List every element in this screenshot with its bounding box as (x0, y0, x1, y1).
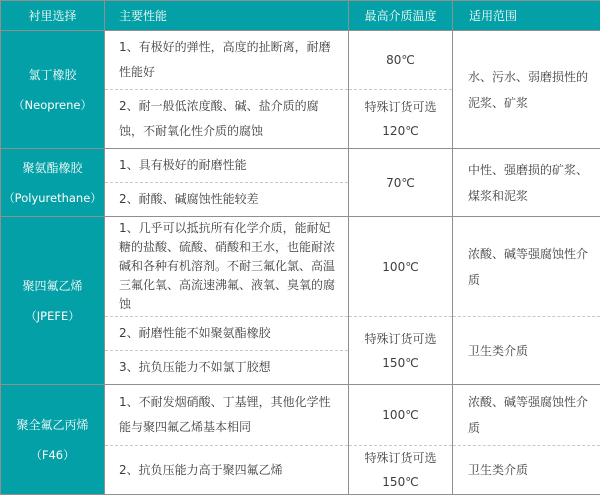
applicable-range-value: 水、污水、弱磨损性的泥浆、矿浆 (453, 31, 600, 149)
table-row (1, 31, 600, 90)
temperature-degrees: 150℃ (349, 351, 452, 375)
temperature-value: 100℃ (349, 385, 453, 446)
temperature-degrees: 120℃ (349, 119, 452, 143)
performance-item: 1、具有极好的耐磨性能 (105, 149, 349, 183)
temperature-value (349, 90, 453, 149)
applicable-range-value: 卫生类介质 (453, 446, 600, 495)
lining-cell-polyurethane (1, 149, 105, 217)
performance-item: 1、有极好的弹性，高度的扯断离，耐磨性能好 (105, 31, 349, 90)
temperature-note: 特殊订货可选 (349, 95, 452, 119)
performance-item: 2、耐磨性能不如聚氨酯橡胶 (105, 317, 349, 351)
performance-item: 1、不耐发烟硝酸、丁基锂，其他化学性能与聚四氟乙烯基本相同 (105, 385, 349, 446)
lining-name-en: （Polyurethane） (1, 183, 104, 213)
lining-cell-f46 (1, 385, 105, 495)
performance-item: 3、抗负压能力不如氯丁胶想 (105, 351, 349, 385)
header-max-medium-temperature: 最高介质温度 (349, 1, 453, 31)
lining-name: 聚四氟乙烯 (1, 271, 104, 301)
lining-name-en: （JPEFE） (1, 301, 104, 331)
lining-name: 氯丁橡胶 (1, 60, 104, 90)
lining-name-en: （Neoprene） (1, 90, 104, 120)
table-row (1, 385, 600, 446)
temperature-value (349, 446, 453, 495)
header-lining-selection: 衬里选择 (1, 1, 105, 31)
temperature-value: 80℃ (349, 31, 453, 90)
performance-item: 2、抗负压能力高于聚四氟乙烯 (105, 446, 349, 495)
lining-name: 聚全氟乙丙烯 (1, 410, 104, 440)
applicable-range-value: 浓酸、碱等强腐蚀性介质 (453, 385, 600, 446)
temperature-value (349, 317, 453, 385)
applicable-range-value: 中性、强磨损的矿浆、煤浆和泥浆 (453, 149, 600, 217)
lining-name-en: （F46） (1, 440, 104, 470)
applicable-range-value: 卫生类介质 (453, 317, 600, 385)
applicable-range-value: 浓酸、碱等强腐蚀性介质 (453, 217, 600, 317)
temperature-value: 70℃ (349, 149, 453, 217)
temperature-note: 特殊订货可选 (349, 446, 452, 470)
temperature-value: 100℃ (349, 217, 453, 317)
performance-item: 2、耐酸、碱腐蚀性能较差 (105, 183, 349, 217)
lining-cell-neoprene (1, 31, 105, 149)
lining-name: 聚氨酯橡胶 (1, 153, 104, 183)
performance-item: 1、几乎可以抵抗所有化学介质，能耐妃糖的盐酸、硫酸、硝酸和王水，也能耐浓碱和各种有机溶剂。不耐三氟化氯、高温三氟化氧、高流速沸氟、液氧、臭氧的腐蚀 (105, 217, 349, 317)
temperature-note: 特殊订货可选 (349, 327, 452, 351)
header-applicable-range: 适用范围 (453, 1, 600, 31)
temperature-degrees: 150℃ (349, 470, 452, 494)
table-row (1, 217, 600, 317)
table-row (1, 149, 600, 183)
lining-cell-ptfe (1, 217, 105, 385)
table-header-row (1, 1, 600, 31)
performance-item: 2、耐一般低浓度酸、碱、盐介质的腐蚀，不耐氧化性介质的腐蚀 (105, 90, 349, 149)
header-main-performance: 主要性能 (105, 1, 349, 31)
